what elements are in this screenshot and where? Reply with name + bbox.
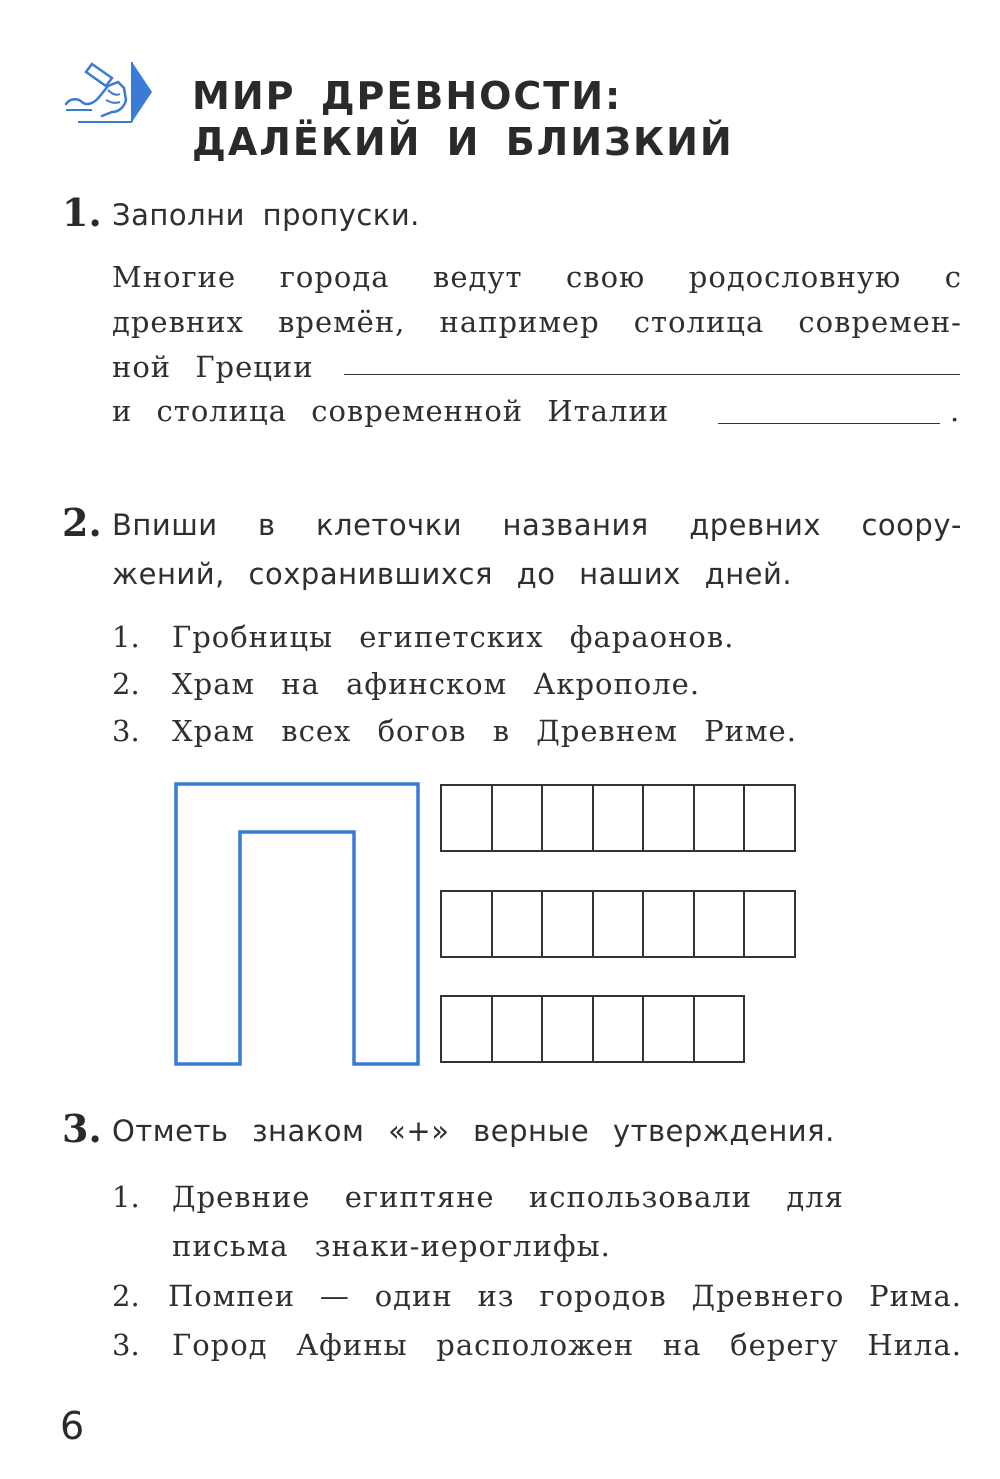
crossword-cell[interactable] — [642, 784, 695, 852]
task2-number: 2. — [62, 500, 102, 545]
word: городов — [539, 1279, 667, 1313]
task2-item-text: Гробницы египетских фараонов. — [172, 620, 735, 654]
task1-period: . — [950, 394, 961, 428]
task2-item-text: Храм на афинском Акрополе. — [172, 667, 701, 701]
word: Древнего — [691, 1279, 845, 1313]
word: времён, — [278, 305, 406, 339]
task1-number: 1. — [62, 190, 102, 235]
word: на — [662, 1328, 702, 1362]
crossword-cell[interactable] — [491, 784, 544, 852]
word: Нила. — [867, 1328, 962, 1362]
italy-capital-answer-line[interactable] — [718, 423, 940, 424]
task2-item-text: Храм всех богов в Древнем Риме. — [172, 714, 797, 748]
word: египтяне — [344, 1180, 495, 1214]
word: в — [258, 508, 276, 542]
word: названия — [502, 508, 649, 542]
word: Древние — [172, 1180, 311, 1214]
task3-item1-line2: письма знаки-иероглифы. — [172, 1229, 611, 1263]
crossword-cell[interactable] — [541, 784, 594, 852]
word: соору- — [861, 508, 962, 542]
task3-item1-line1 — [172, 1180, 844, 1214]
word: древних — [112, 305, 244, 339]
crossword-cell[interactable] — [693, 784, 746, 852]
crossword-row-3[interactable] — [440, 995, 745, 1063]
word: столица — [633, 305, 765, 339]
crossword-cell[interactable] — [592, 890, 645, 958]
task3-number: 3. — [62, 1106, 102, 1151]
word: один — [374, 1279, 453, 1313]
task2-instruction-line2: жений, сохранившихся до наших дней. — [112, 557, 793, 591]
task3-item-number: 2. — [112, 1279, 140, 1313]
word: клеточки — [316, 508, 463, 542]
task3-instruction: Отметь знаком «+» верные утверждения. — [112, 1114, 835, 1148]
crossword-cell[interactable] — [642, 890, 695, 958]
word: Многие — [112, 260, 237, 294]
task1-text-line4: и столица современной Италии — [112, 394, 670, 428]
word: свою — [566, 260, 646, 294]
task3-item-number: 3. — [112, 1328, 140, 1362]
word: ведут — [433, 260, 523, 294]
crossword-cell[interactable] — [541, 995, 594, 1063]
word: расположен — [436, 1328, 635, 1362]
word: Рима. — [869, 1279, 962, 1313]
word: современ- — [798, 305, 962, 339]
word: города — [279, 260, 390, 294]
task2-item-number: 1. — [112, 620, 140, 654]
word: Город — [172, 1328, 268, 1362]
word: берегу — [730, 1328, 839, 1362]
word: с — [944, 260, 962, 294]
crossword-cell[interactable] — [642, 995, 695, 1063]
task2-instruction-line1 — [112, 508, 962, 542]
crossword-cell[interactable] — [440, 890, 493, 958]
word: Помпеи — [168, 1279, 296, 1313]
crossword-cell[interactable] — [440, 995, 493, 1063]
crossword-cell[interactable] — [440, 784, 493, 852]
task1-text-line2 — [112, 305, 962, 339]
word: например — [439, 305, 600, 339]
word: из — [477, 1279, 515, 1313]
crossword-cell[interactable] — [743, 890, 796, 958]
task3-item-number: 1. — [112, 1180, 140, 1214]
task2-item-number: 3. — [112, 714, 140, 748]
word: древних — [689, 508, 822, 542]
task2-item-number: 2. — [112, 667, 140, 701]
page-title-line1: МИР ДРЕВНОСТИ: — [192, 74, 623, 118]
hand-writing-pen-icon — [62, 60, 154, 126]
crossword-cell[interactable] — [541, 890, 594, 958]
task3-item3 — [172, 1328, 962, 1362]
word: использовали — [528, 1180, 753, 1214]
word: родословную — [688, 260, 902, 294]
crossword-cell[interactable] — [491, 890, 544, 958]
crossword-cell[interactable] — [743, 784, 796, 852]
greece-capital-answer-line[interactable] — [344, 374, 960, 375]
page-title-line2: ДАЛЁКИЙ И БЛИЗКИЙ — [192, 120, 734, 164]
task1-instruction: Заполни пропуски. — [112, 198, 420, 232]
crossword-cell[interactable] — [491, 995, 544, 1063]
word: Впиши — [112, 508, 218, 542]
word: — — [319, 1279, 350, 1313]
crossword-row-1[interactable] — [440, 784, 796, 852]
crossword-cell[interactable] — [592, 995, 645, 1063]
crossword-cell[interactable] — [693, 995, 746, 1063]
task1-text-line1 — [112, 260, 962, 294]
task3-item2 — [168, 1279, 962, 1313]
page-number: 6 — [60, 1404, 85, 1448]
crossword-cell[interactable] — [693, 890, 746, 958]
crossword-row-2[interactable] — [440, 890, 796, 958]
task1-text-line3: ной Греции — [112, 350, 314, 384]
word: Афины — [296, 1328, 408, 1362]
crossword-shared-letter-shape — [172, 780, 422, 1070]
crossword-cell[interactable] — [592, 784, 645, 852]
word: для — [786, 1180, 844, 1214]
